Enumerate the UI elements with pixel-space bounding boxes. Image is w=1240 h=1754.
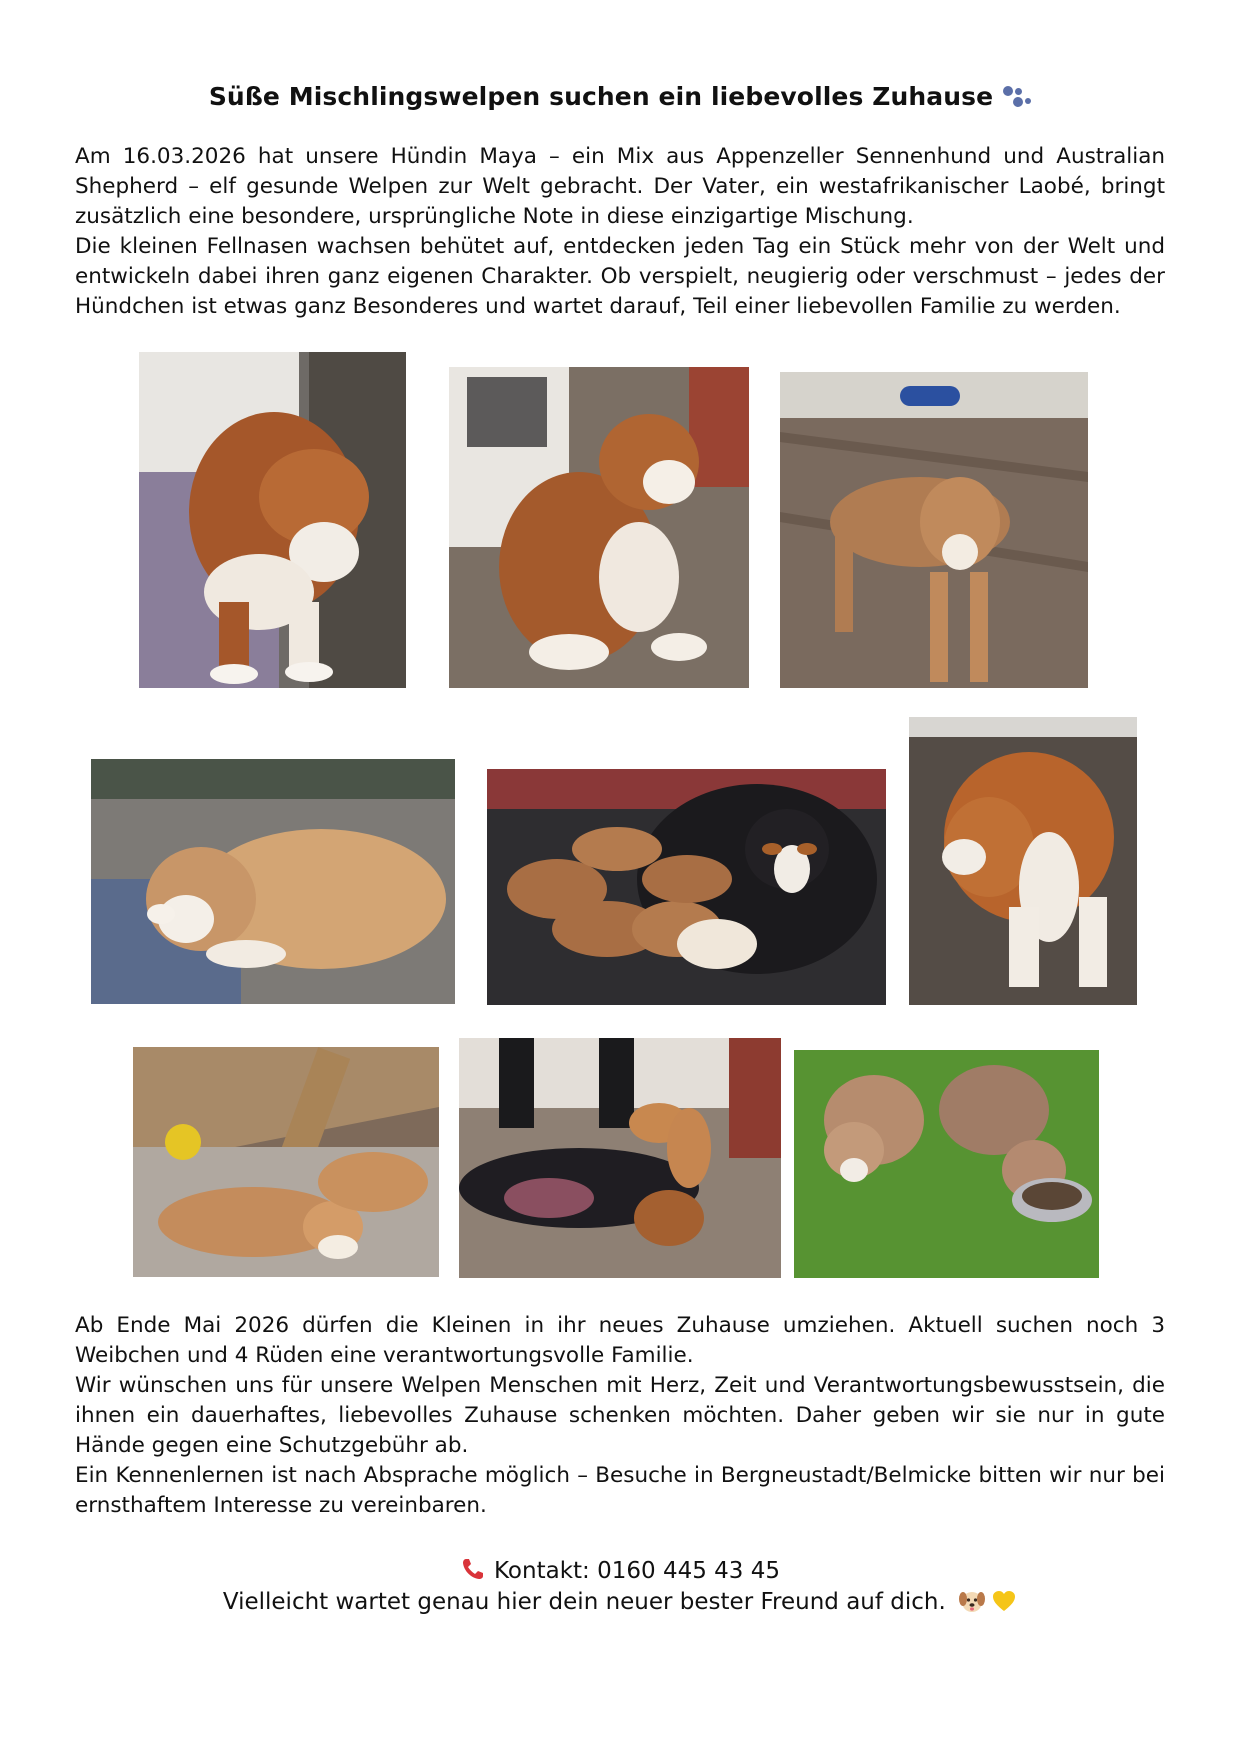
- puppy-photo-2: [449, 367, 749, 688]
- dog-with-puppies-photo: [487, 769, 886, 1005]
- paw-prints-icon: [1001, 84, 1031, 108]
- details-paragraph-2: Wir wünschen uns für unsere Welpen Menschen mit Herz, Zeit und Verantwortungsbewusstsein, die ihnen ein dauerhaftes, liebevolles Zuhause schenken möchten. Daher geben wir sie nur in gute Hände gegen eine Schutzgebühr ab.: [75, 1373, 1165, 1458]
- details-paragraph-3: Ein Kennenlernen ist nach Absprache möglich – Besuche in Bergneustadt/Belmicke bitten wir nur bei ernsthaftem Interesse zu vereinbaren.: [75, 1463, 1165, 1518]
- puppies-eating-photo: [794, 1050, 1099, 1278]
- yellow-heart-icon: [991, 1588, 1017, 1614]
- intro-paragraph-1: Am 16.03.2026 hat unsere Hündin Maya – ein Mix aus Appenzeller Sennenhund und Australian Shepherd – elf gesunde Welpen zur Welt gebracht. Der Vater, ein westafrikanischer Laobé, bringt zusätzlich eine besondere, ursprüngliche Note in diese einzigartige Mischung.: [75, 144, 1165, 229]
- closing-line: [0, 1588, 1240, 1615]
- puppy-photo-1: [139, 352, 406, 688]
- dog-face-icon: [959, 1588, 985, 1614]
- intro-text: [75, 142, 1165, 322]
- contact-text: Kontakt: 0160 445 43 45: [494, 1558, 780, 1584]
- title-text: Süße Mischlingswelpen suchen ein liebevolles Zuhause: [208, 82, 994, 111]
- details-paragraph-1: Ab Ende Mai 2026 dürfen die Kleinen in ihr neues Zuhause umziehen. Aktuell suchen noch 3 Weibchen und 4 Rüden eine verantwortungsvolle Familie.: [75, 1313, 1165, 1368]
- puppies-sleeping-photo: [133, 1047, 439, 1277]
- phone-icon: [460, 1556, 486, 1582]
- closing-text: Vielleicht wartet genau hier dein neuer bester Freund auf dich.: [222, 1589, 946, 1615]
- puppy-photo-5: [909, 717, 1137, 1005]
- dog-on-deck-photo: [459, 1038, 781, 1278]
- puppy-photo-3: [780, 372, 1088, 688]
- puppy-photo-4: [91, 759, 455, 1004]
- details-text: [75, 1311, 1165, 1521]
- page-title: [0, 82, 1240, 111]
- intro-paragraph-2: Die kleinen Fellnasen wachsen behütet auf, entdecken jeden Tag ein Stück mehr von der Welt und entwickeln dabei ihren ganz eigenen Charakter. Ob verspielt, neugierig oder verschmust – jedes der Hündchen ist etwas ganz Besonderes und wartet darauf, Teil einer liebevollen Familie zu werden.: [75, 234, 1165, 319]
- contact-line: [0, 1556, 1240, 1584]
